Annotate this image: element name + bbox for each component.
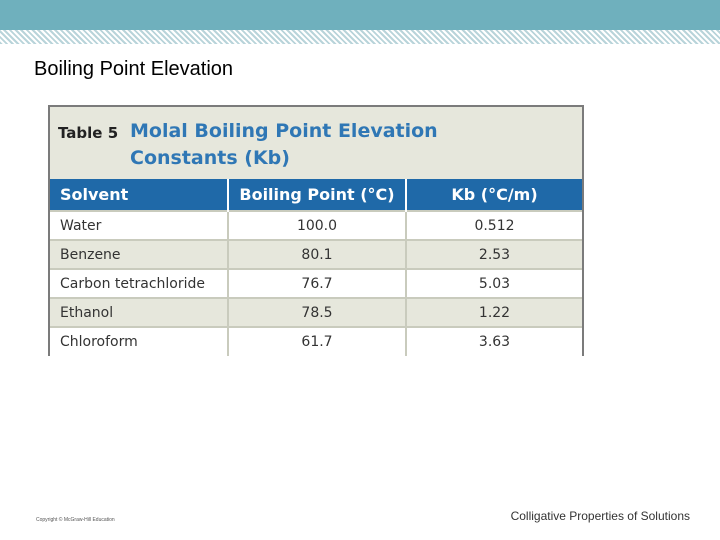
- table-row: [50, 240, 582, 269]
- data-table-panel: [48, 105, 584, 356]
- slide-title: Boiling Point Elevation: [34, 58, 234, 80]
- cell-boiling-point: 100.0: [228, 211, 406, 240]
- cell-boiling-point: 76.7: [228, 269, 406, 298]
- table-title: [130, 118, 438, 172]
- table-row: [50, 211, 582, 240]
- slide-footer: Colligative Properties of Solutions: [510, 509, 690, 523]
- table-row: [50, 269, 582, 298]
- table-header-row: [50, 179, 582, 211]
- cell-kb: 5.03: [406, 269, 582, 298]
- cell-kb: 1.22: [406, 298, 582, 327]
- table-row: [50, 298, 582, 327]
- constants-table: [50, 179, 582, 356]
- cell-kb: 2.53: [406, 240, 582, 269]
- hatch-band: [0, 30, 720, 44]
- table-row: [50, 327, 582, 356]
- copyright-notice: Copyright © McGraw-Hill Education: [36, 517, 115, 523]
- cell-solvent: Benzene: [50, 240, 228, 269]
- header-solvent: Solvent: [50, 179, 228, 211]
- cell-kb: 0.512: [406, 211, 582, 240]
- table-number-label: Table 5: [58, 124, 119, 142]
- table-title-line1: Molal Boiling Point Elevation: [130, 120, 438, 142]
- header-kb: Kb (°C/m): [406, 179, 582, 211]
- table-caption: [58, 118, 438, 172]
- top-banner: [0, 0, 720, 30]
- cell-solvent: Carbon tetrachloride: [50, 269, 228, 298]
- cell-boiling-point: 80.1: [228, 240, 406, 269]
- cell-boiling-point: 61.7: [228, 327, 406, 356]
- cell-boiling-point: 78.5: [228, 298, 406, 327]
- header-boiling-point: Boiling Point (°C): [228, 179, 406, 211]
- cell-solvent: Ethanol: [50, 298, 228, 327]
- cell-kb: 3.63: [406, 327, 582, 356]
- table-title-line2: Constants (Kb): [130, 147, 290, 169]
- cell-solvent: Water: [50, 211, 228, 240]
- cell-solvent: Chloroform: [50, 327, 228, 356]
